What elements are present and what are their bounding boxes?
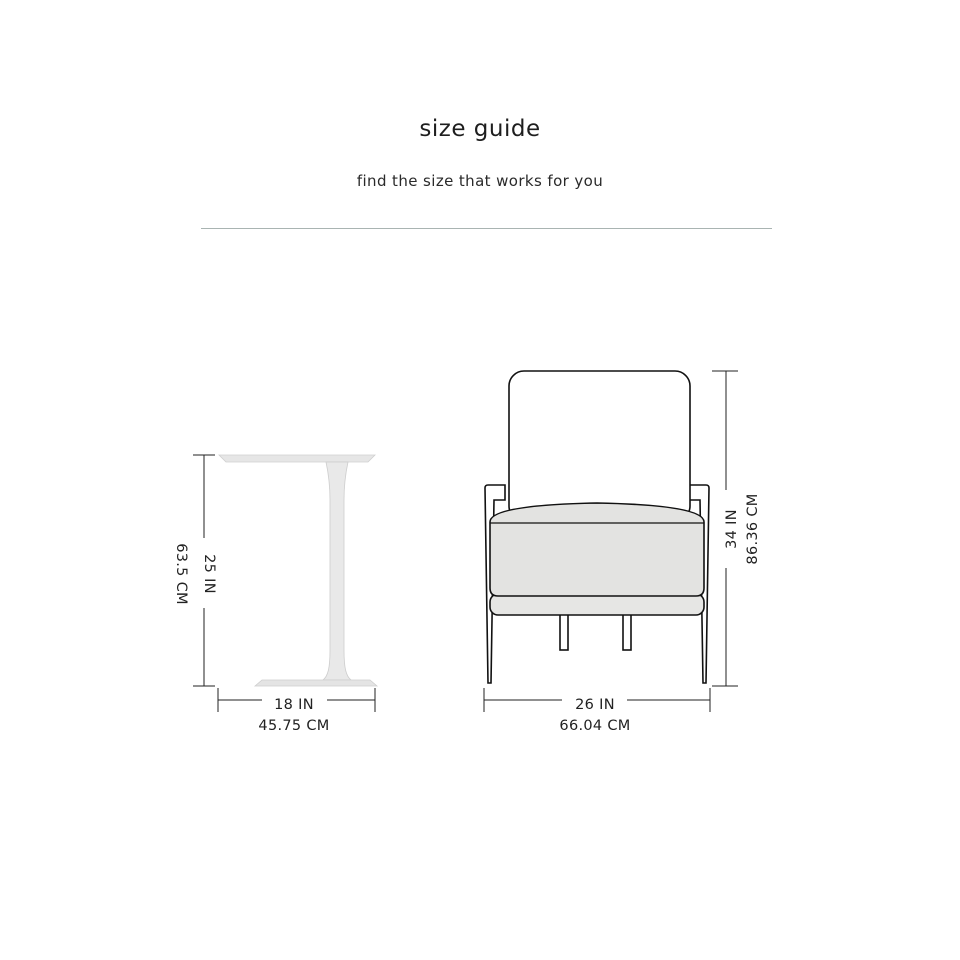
table-column — [323, 462, 351, 680]
chair-height-cm-label: 86.36 CM — [745, 493, 761, 565]
side-table-illustration — [219, 455, 377, 686]
page-subtitle: find the size that works for you — [356, 172, 604, 190]
chair-seat-base — [490, 594, 704, 615]
table-base — [255, 680, 377, 686]
chair-height-in-label: 34 IN — [724, 509, 740, 549]
chair-leg-right — [623, 613, 631, 650]
chair-backrest — [509, 371, 690, 521]
chair-leg-left — [560, 613, 568, 650]
table-width-cm-label: 45.75 CM — [258, 718, 330, 734]
page-title: size guide — [419, 116, 541, 142]
chair-width-cm-label: 66.04 CM — [559, 718, 631, 734]
lounge-chair-illustration — [485, 371, 709, 683]
table-height-in-label: 25 IN — [201, 554, 217, 594]
table-top — [219, 455, 375, 462]
table-width-in-label: 18 IN — [274, 697, 314, 713]
chair-seat-cushion — [490, 503, 704, 596]
table-height-cm-label: 63.5 CM — [173, 543, 189, 605]
chair-width-in-label: 26 IN — [575, 697, 615, 713]
